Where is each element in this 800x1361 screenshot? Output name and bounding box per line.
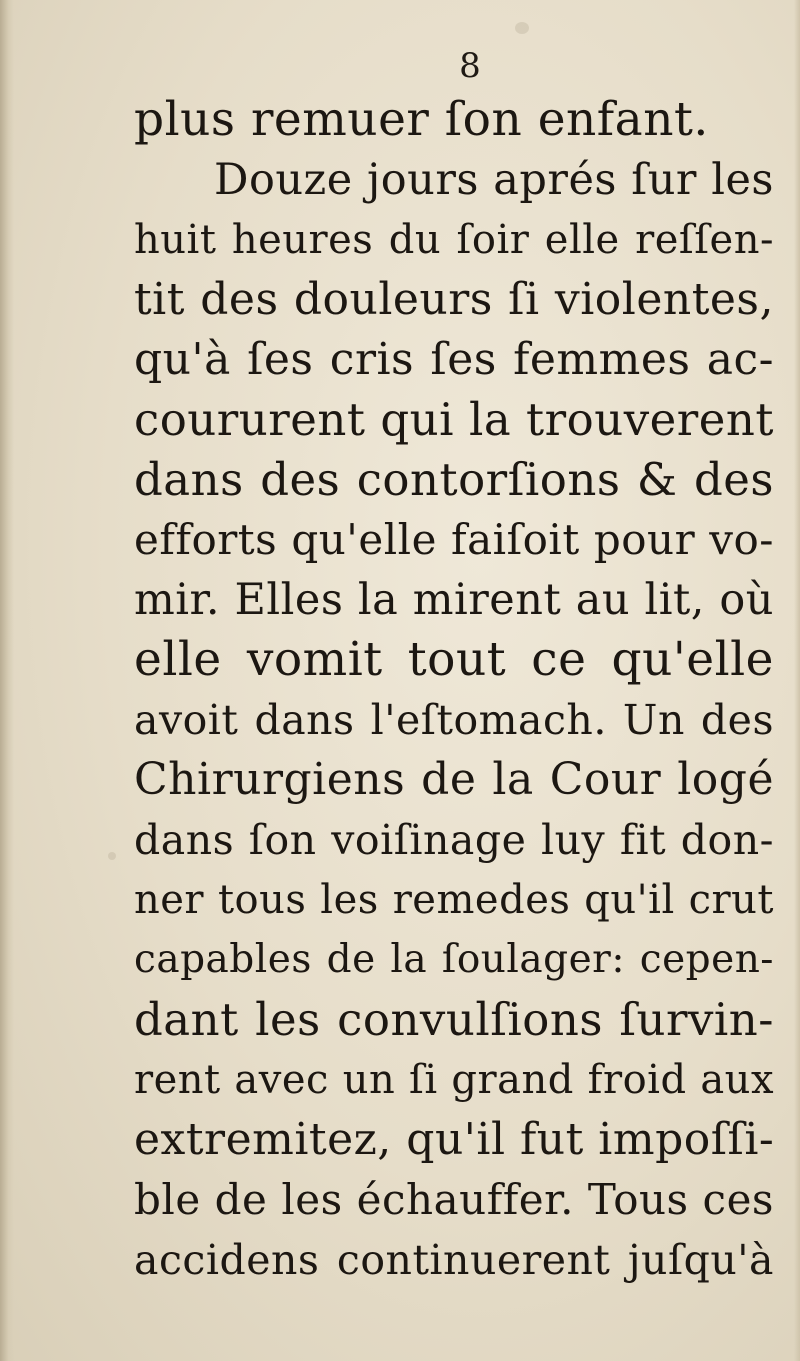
text-line: dans ſon voiſinage luy fit don-	[134, 816, 774, 864]
text-line: Chirurgiens de la Cour logé	[134, 754, 774, 805]
body-text	[134, 90, 774, 1290]
text-line: extremitez, qu'il fut impoſſi-	[134, 1114, 774, 1165]
text-line: mir. Elles la mirent au lit, où	[134, 575, 774, 625]
text-line: efforts qu'elle faiſoit pour vo-	[134, 515, 774, 564]
text-line: Douze jours aprés ſur les	[214, 155, 774, 205]
text-line: qu'à ſes cris ſes femmes ac-	[134, 334, 774, 385]
page-edge	[794, 0, 800, 1361]
ink-spot	[515, 22, 529, 34]
text-line: avoit dans l'eſtomach. Un des	[134, 696, 774, 744]
text-line: elle vomit tout ce qu'elle	[134, 632, 774, 687]
text-line: ner tous les remedes qu'il crut	[134, 877, 774, 923]
page-gutter	[0, 0, 14, 1361]
text-line: accidens continuerent juſqu'à	[134, 1236, 774, 1284]
text-line: coururent qui la trouverent	[134, 393, 774, 446]
ink-spot	[108, 852, 116, 860]
text-line: rent avec un ſi grand froid aux	[134, 1057, 774, 1103]
page-number: 8	[459, 46, 481, 86]
text-line: ble de les échauffer. Tous ces	[134, 1175, 774, 1224]
text-line: plus remuer ſon enfant.	[134, 92, 709, 147]
text-line: capables de la ſoulager: cepen-	[134, 937, 774, 982]
text-line: dans des contorſions & des	[134, 453, 774, 506]
text-line: huit heures du ſoir elle reſſen-	[134, 217, 774, 263]
text-line: tit des douleurs ſi violentes,	[134, 274, 774, 325]
text-line: dant les convulſions ſurvin-	[134, 993, 774, 1046]
